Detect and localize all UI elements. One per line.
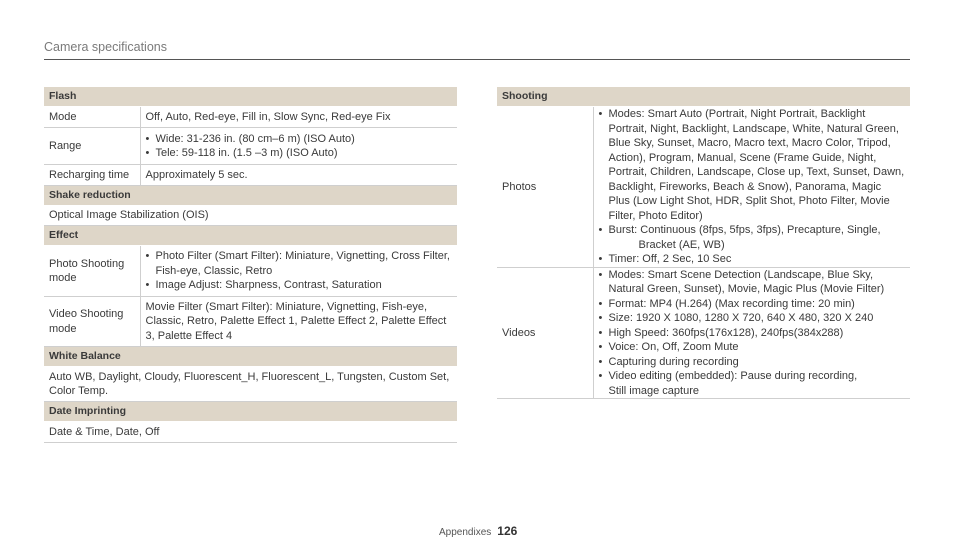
shake-row bbox=[44, 206, 457, 226]
flash-mode-label: Mode bbox=[44, 107, 140, 128]
videos-row bbox=[497, 267, 910, 399]
videos-modes: • Modes: Smart Scene Detection (Landscape, Blue Sky, Natural Green, Sunset), Movie, Magic Plus (Movie Filter) bbox=[599, 268, 906, 297]
effect-video-value: Movie Filter (Smart Filter): Miniature, Vignetting, Fish-eye, Classic, Retro, Palette Effect 1, Palette Effect 2, Palette Effect 3, Palette Effect 4 bbox=[140, 297, 457, 347]
flash-mode-value: Off, Auto, Red-eye, Fill in, Slow Sync, Red-eye Fix bbox=[140, 107, 457, 128]
flash-title: Flash bbox=[44, 87, 457, 107]
effect-photo-row bbox=[44, 246, 457, 297]
videos-editing-text: Video editing (embedded): Pause during recording, bbox=[608, 370, 858, 382]
date-section-header bbox=[44, 402, 457, 422]
flash-recharge-row bbox=[44, 165, 457, 186]
flash-range-wide: • Wide: 31-236 in. (80 cm–6 m) (ISO Auto) bbox=[146, 132, 453, 147]
shooting-title: Shooting bbox=[497, 87, 910, 107]
date-row bbox=[44, 422, 457, 443]
photos-burst bbox=[599, 223, 906, 252]
videos-list bbox=[599, 268, 906, 399]
date-title: Date Imprinting bbox=[44, 402, 457, 422]
flash-range-tele: • Tele: 59-118 in. (1.5 –3 m) (ISO Auto) bbox=[146, 146, 453, 161]
videos-capturing: • Capturing during recording bbox=[599, 355, 906, 370]
wb-section-header bbox=[44, 347, 457, 367]
photos-label: Photos bbox=[497, 107, 593, 268]
page-footer bbox=[439, 524, 517, 538]
photos-modes: • Modes: Smart Auto (Portrait, Night Portrait, Backlight Portrait, Night, Backlight, Landscape, White, Natural Green, Blue Sky, Sunset, Macro, Macro text, Macro Color, Tripod, Action), Program, Manual, Scene (Frame Guide, Night, Portrait, Children, Landscape, Close up, Text, Sunset, Dawn, Backlight, Fireworks, Beach & Snow), Panorama, Magic Plus (Low Light Shot, HDR, Split Shot, Photo Filter, Movie Filter, Photo Editor) bbox=[599, 107, 906, 223]
flash-recharge-label: Recharging time bbox=[44, 165, 140, 186]
page-header-title: Camera specifications bbox=[44, 40, 167, 54]
flash-range-row bbox=[44, 128, 457, 165]
photos-burst-text: Burst: Continuous (8fps, 5fps, 3fps), Precapture, Single, bbox=[608, 224, 881, 236]
shake-section-header bbox=[44, 186, 457, 206]
effect-photo-filter: • Photo Filter (Smart Filter): Miniature, Vignetting, Cross Filter, Fish-eye, Classic, Retro bbox=[146, 249, 453, 278]
flash-recharge-value: Approximately 5 sec. bbox=[140, 165, 457, 186]
footer-section: Appendixes bbox=[439, 527, 492, 538]
wb-title: White Balance bbox=[44, 347, 457, 367]
effect-video-row bbox=[44, 297, 457, 347]
videos-voice: • Voice: On, Off, Zoom Mute bbox=[599, 340, 906, 355]
flash-mode-row bbox=[44, 107, 457, 128]
date-value: Date & Time, Date, Off bbox=[44, 422, 457, 443]
page-number: 126 bbox=[497, 524, 518, 538]
right-spec-table bbox=[497, 87, 910, 399]
effect-video-label: Video Shooting mode bbox=[44, 297, 140, 347]
videos-still-capture-text: Still image capture bbox=[608, 384, 699, 397]
videos-label: Videos bbox=[497, 267, 593, 399]
shooting-section-header bbox=[497, 87, 910, 107]
videos-format: • Format: MP4 (H.264) (Max recording time: 20 min) bbox=[599, 297, 906, 312]
left-spec-table bbox=[44, 87, 457, 443]
shake-value: Optical Image Stabilization (OIS) bbox=[44, 206, 457, 226]
videos-high-speed: • High Speed: 360fps(176x128), 240fps(384x288) bbox=[599, 326, 906, 341]
wb-value: Auto WB, Daylight, Cloudy, Fluorescent_H, Fluorescent_L, Tungsten, Custom Set, Color Temp. bbox=[44, 367, 457, 402]
flash-range-list bbox=[146, 132, 453, 161]
photos-row bbox=[497, 107, 910, 268]
effect-section-header bbox=[44, 226, 457, 246]
wb-row bbox=[44, 367, 457, 402]
photos-bracket-text: Bracket (AE, WB) bbox=[638, 238, 725, 251]
photos-list bbox=[599, 107, 906, 267]
effect-image-adjust: • Image Adjust: Sharpness, Contrast, Saturation bbox=[146, 278, 453, 293]
flash-range-label: Range bbox=[44, 128, 140, 165]
effect-title: Effect bbox=[44, 226, 457, 246]
photos-timer: • Timer: Off, 2 Sec, 10 Sec bbox=[599, 252, 906, 267]
videos-size: • Size: 1920 X 1080, 1280 X 720, 640 X 480, 320 X 240 bbox=[599, 311, 906, 326]
shake-title: Shake reduction bbox=[44, 186, 457, 206]
flash-section-header bbox=[44, 87, 457, 107]
effect-photo-label: Photo Shooting mode bbox=[44, 246, 140, 297]
effect-photo-list bbox=[146, 249, 453, 293]
videos-editing bbox=[599, 369, 906, 398]
header-divider bbox=[44, 59, 910, 60]
